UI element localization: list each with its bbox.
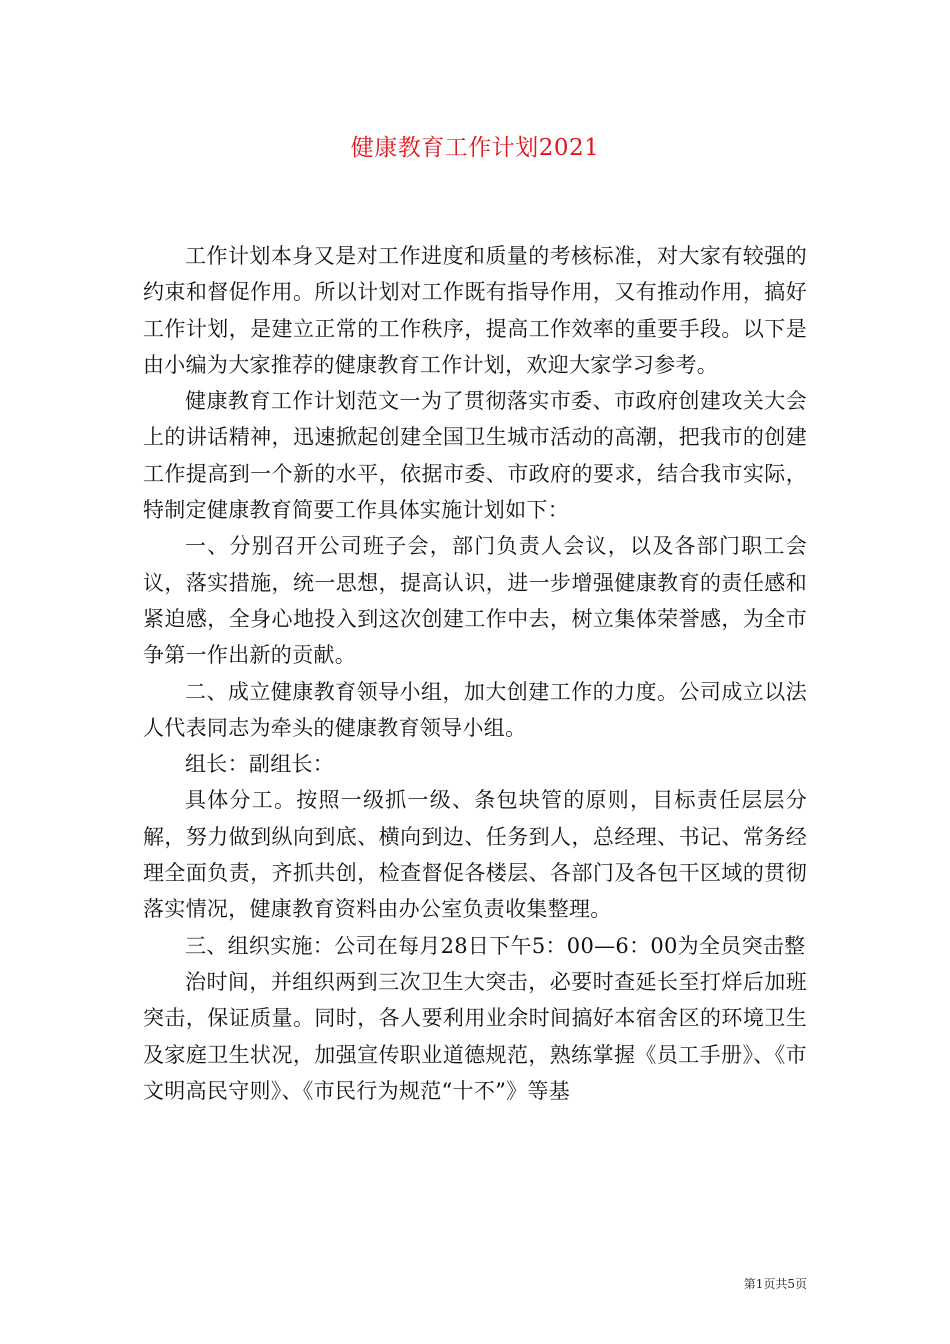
paragraph-item-one: 一、分别召开公司班子会，部门负责人会议，以及各部门职工会议，落实措施，统一思想，提高认识，进一步增强健康教育的责任感和紧迫感，全身心地投入到这次创建工作中去，树立集体荣誉感，为全市争第一作出新的贡献。: [143, 534, 807, 668]
document-body: [143, 238, 807, 1109]
paragraph-division: 具体分工。按照一级抓一级、条包块管的原则，目标责任层层分解，努力做到纵向到底、横向到边、任务到人，总经理、书记、常务经理全面负责，齐抓共创，检查督促各楼层、各部门及各包干区域的贯彻落实情况，健康教育资料由办公室负责收集整理。: [143, 788, 807, 922]
paragraph-item-two: 二、成立健康教育领导小组，加大创建工作的力度。公司成立以法人代表同志为牵头的健康教育领导小组。: [143, 679, 807, 740]
paragraph-item-three: 三、组织实施：公司在每月28日下午5：00—6：00为全员突击整: [185, 933, 806, 958]
paragraph-continuation: 治时间，并组织两到三次卫生大突击，必要时查延长至打烊后加班突击，保证质量。同时，各人要利用业余时间搞好本宿舍区的环境卫生及家庭卫生状况，加强宣传职业道德规范，熟练掌握《员工手册》、《市文明高民守则》、《市民行为规范“十不”》等基: [143, 969, 807, 1103]
paragraph-leaders: 组长：副组长：: [185, 752, 335, 777]
paragraph-sample-one: 健康教育工作计划范文一为了贯彻落实市委、市政府创建攻关大会上的讲话精神，迅速掀起创建全国卫生城市活动的高潮，把我市的创建工作提高到一个新的水平，依据市委、市政府的要求，结合我市实际，特制定健康教育简要工作具体实施计划如下：: [143, 389, 807, 523]
paragraph-intro: 工作计划本身又是对工作进度和质量的考核标准，对大家有较强的约束和督促作用。所以计划对工作既有指导作用，又有推动作用，搞好工作计划，是建立正常的工作秩序，提高工作效率的重要手段。以下是由小编为大家推荐的健康教育工作计划，欢迎大家学习参考。: [143, 244, 807, 377]
page-indicator: 第1页共5页: [743, 1277, 807, 1291]
document-title: 健康教育工作计划2021: [350, 135, 600, 161]
